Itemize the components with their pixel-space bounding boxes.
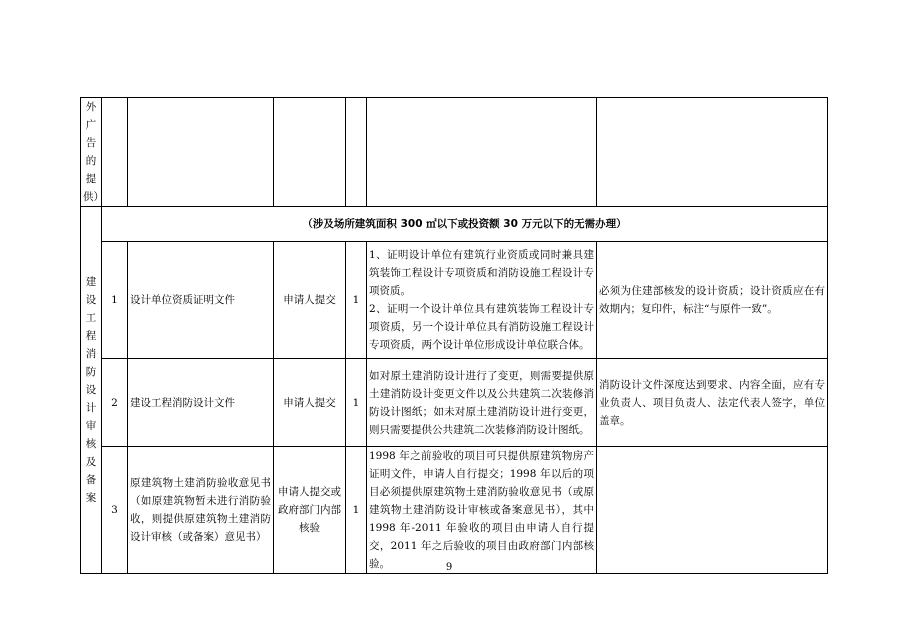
material-name: 建设工程消防设计文件 [128,359,274,447]
page-number: 9 [445,562,453,573]
table-row [81,98,828,207]
table-row [81,207,828,242]
row-number: 1 [102,242,128,359]
remark-cell [597,447,828,574]
copies-cell: 1 [346,242,367,359]
section-note-banner: （涉及场所建筑面积 300 ㎡以下或投资额 30 万元以下的无需办理） [102,207,828,242]
row-number: 2 [102,359,128,447]
table-row [81,447,828,574]
source-cell: 申请人提交 [274,242,346,359]
table-row [81,359,828,447]
requirement-cell: 1、证明设计单位有建筑行业资质或同时兼具建筑装饰工程设计专项资质和消防设施工程设计专项资质。 2、证明一个设计单位具有建筑装饰工程设计专项资质，另一个设计单位具有消防设施工程设计专项资质，两个设计单位形成设计单位联合体。 [367,242,597,359]
material-name: 设计单位资质证明文件 [128,242,274,359]
row-number: 3 [102,447,128,574]
material-name: 原建筑物土建消防验收意见书（如原建筑物暂未进行消防验收，则提供原建筑物土建消防设计审核（或备案）意见书） [128,447,274,574]
table-row [81,242,828,359]
copies-cell: 1 [346,359,367,447]
requirement-cell: 1998 年之前验收的项目可只提供原建筑物房产证明文件，申请人自行提交；1998 年以后的项目必须提供原建筑物土建消防验收意见书（或原建筑物土建消防设计审核或备案意见书），其中 1998 年-2011 年验收的项目由申请人自行提交，2011 年之后验收的项目由政府部门内部核验。 [367,447,597,574]
section-category-cell: 建设工程消防设计审核及备案 [81,207,102,574]
category-cell: 外广告的提供） [81,98,102,207]
source-cell: 申请人提交 [274,359,346,447]
empty-cell [367,98,597,207]
empty-cell [597,98,828,207]
empty-cell [346,98,367,207]
remark-cell: 消防设计文件深度达到要求、内容全面，应有专业负责人、项目负责人、法定代表人签字，单位盖章。 [597,359,828,447]
empty-cell [128,98,274,207]
requirement-cell: 如对原土建消防设计进行了变更，则需要提供原土建消防设计变更文件以及公共建筑二次装修消防设计图纸；如未对原土建消防设计进行变更，则只需要提供公共建筑二次装修消防设计图纸。 [367,359,597,447]
source-cell: 申请人提交或政府部门内部核验 [274,447,346,574]
empty-cell [102,98,128,207]
remark-cell: 必须为住建部核发的设计资质；设计资质应在有效期内；复印件，标注“与原件一致”。 [597,242,828,359]
empty-cell [274,98,346,207]
materials-table [80,97,828,574]
copies-cell: 1 [346,447,367,574]
